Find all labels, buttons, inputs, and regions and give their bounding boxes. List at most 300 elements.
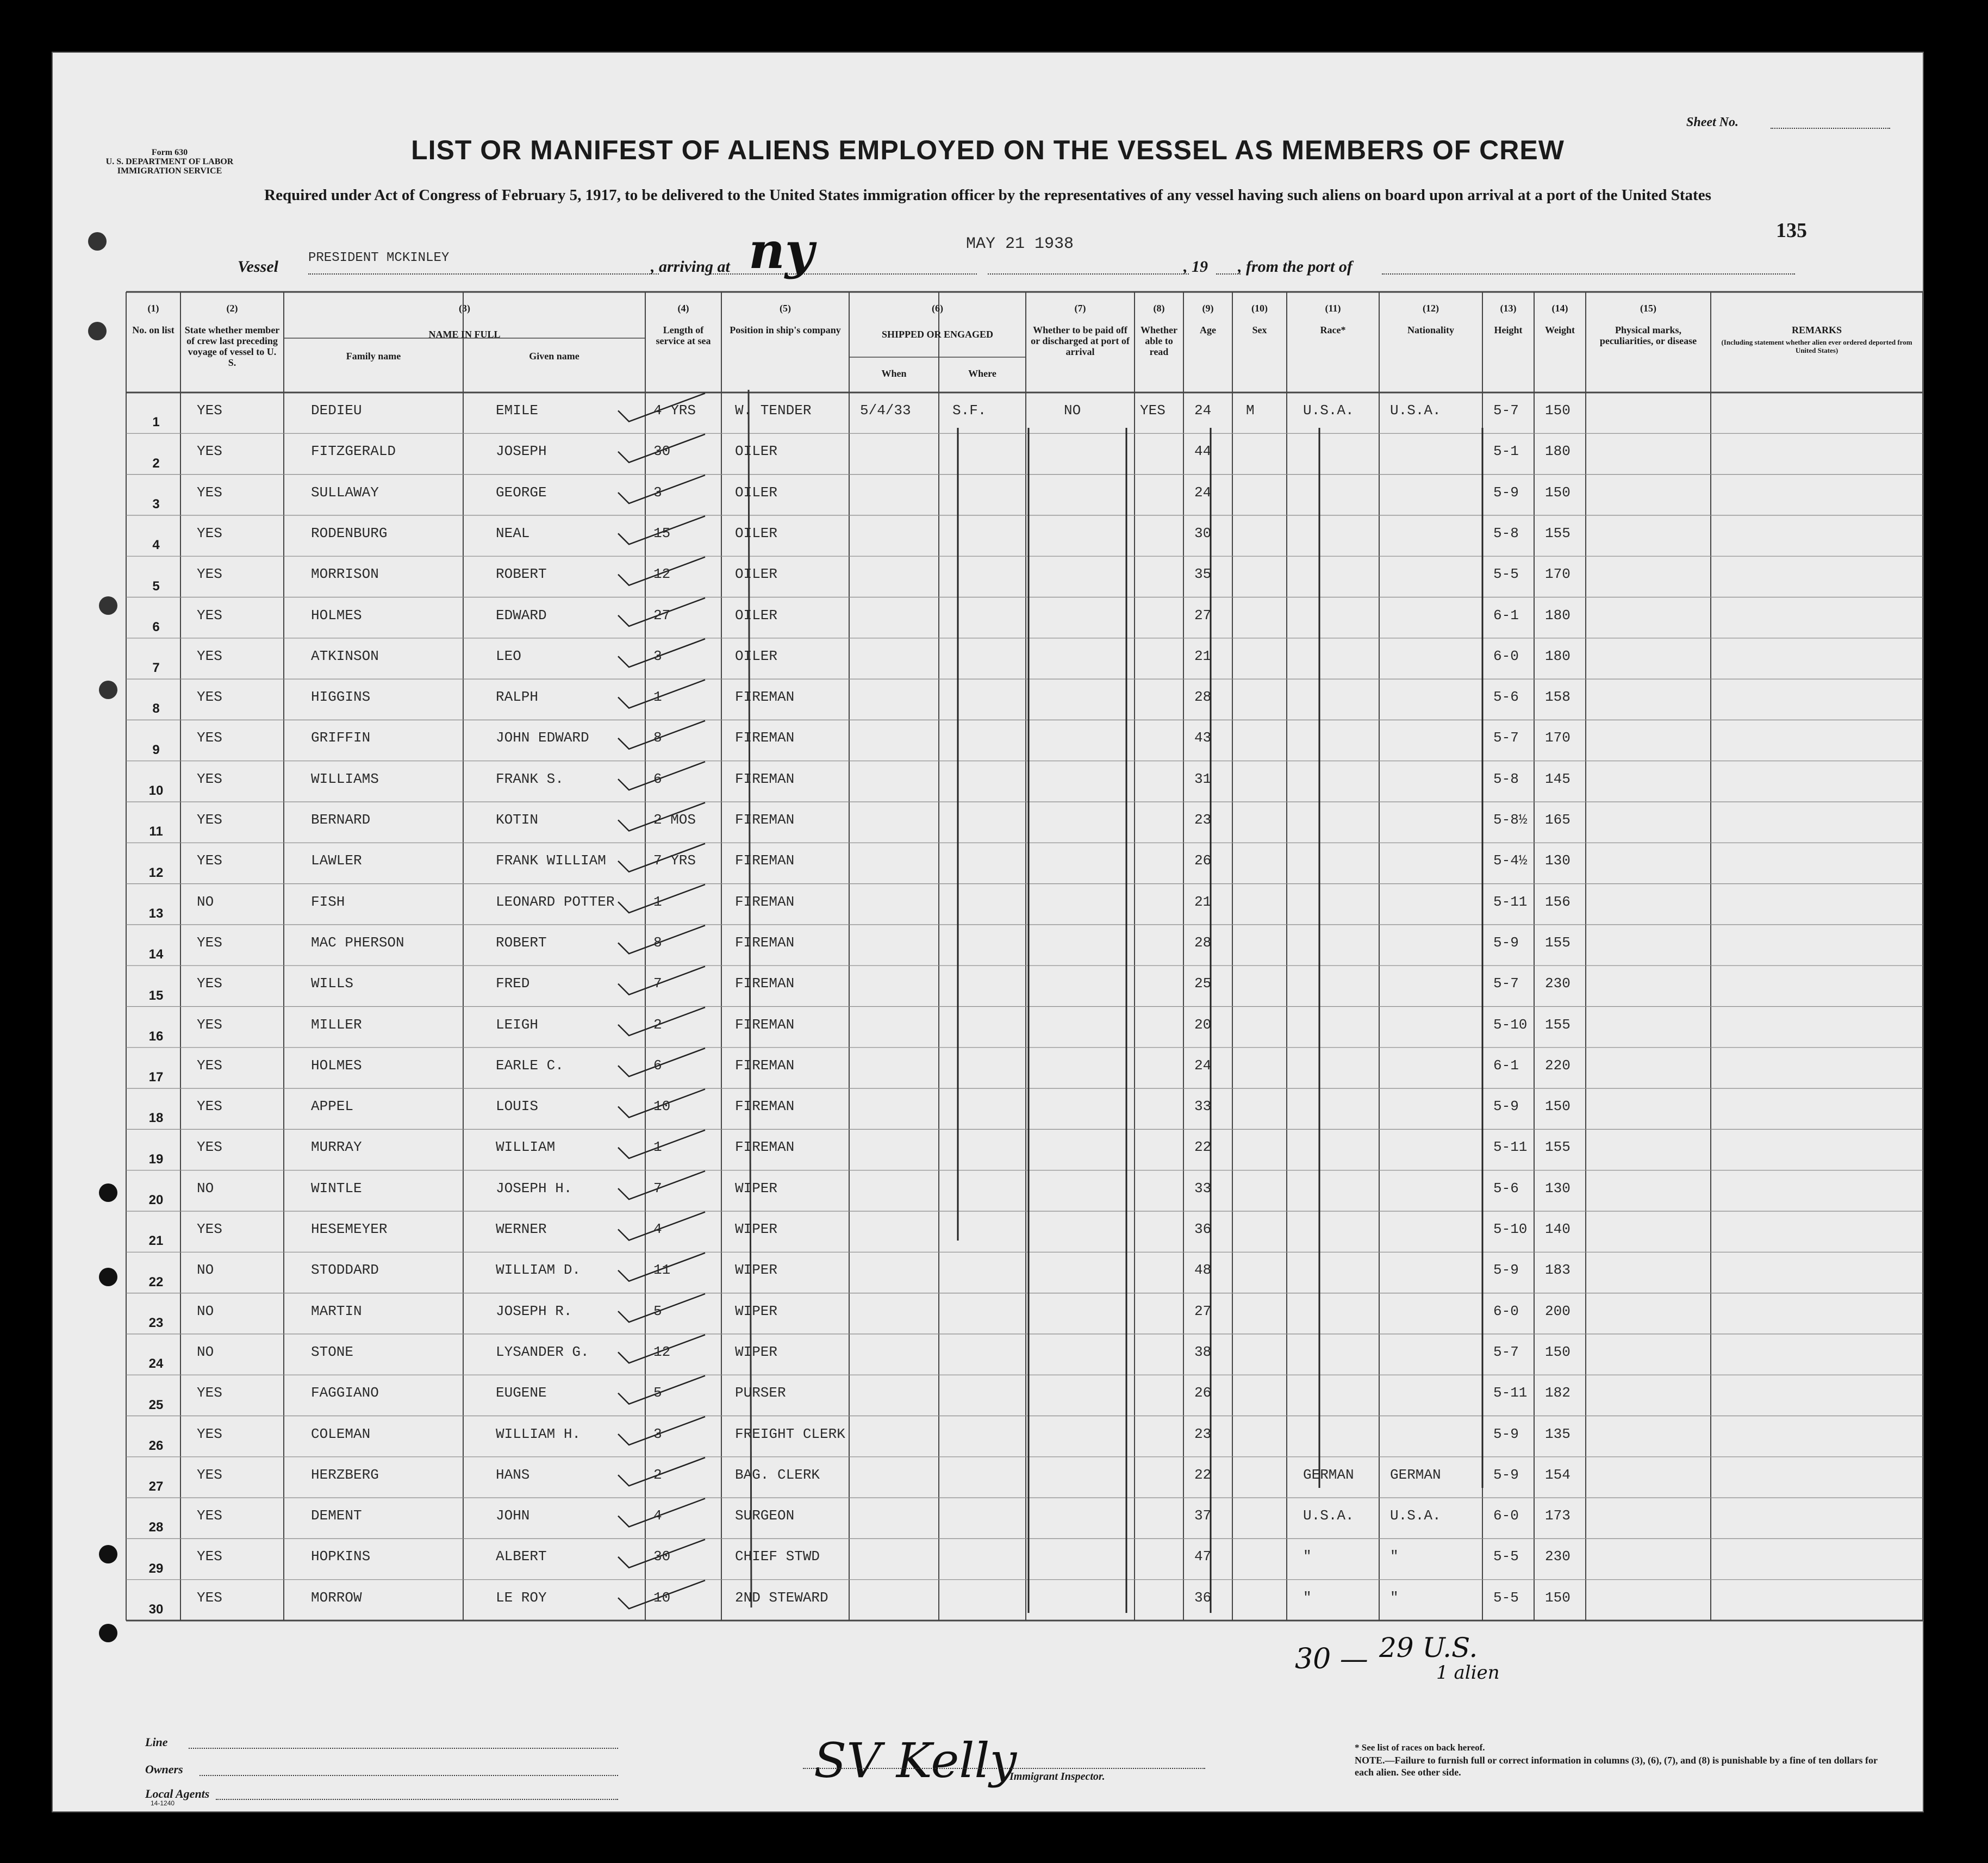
position-cell: WIPER [735, 1180, 778, 1197]
family-name-cell: MARTIN [311, 1303, 362, 1319]
age-cell: 36 [1194, 1589, 1212, 1606]
row-number: 23 [148, 1315, 164, 1330]
row-number: 8 [152, 701, 160, 716]
row-number: 24 [148, 1356, 164, 1372]
height-cell: 6-0 [1493, 1507, 1519, 1524]
weight-cell: 180 [1545, 443, 1571, 460]
prev-voyage-cell: YES [197, 402, 222, 419]
column-number: (15) [1640, 303, 1656, 314]
service-length-cell: 2 MOS [653, 812, 696, 828]
age-cell: 23 [1194, 1425, 1212, 1442]
service-length-cell: 2 [653, 1016, 662, 1033]
prev-voyage-cell: YES [197, 812, 222, 828]
column-number: (14) [1551, 303, 1568, 314]
height-cell: 5-6 [1493, 1180, 1519, 1197]
prev-voyage-cell: YES [197, 443, 222, 460]
family-name-cell: FISH [311, 893, 345, 910]
column-number: (13) [1500, 303, 1517, 314]
prev-voyage-cell: YES [197, 1221, 222, 1237]
row-number: 30 [148, 1602, 164, 1617]
print-code: 14-1240 [151, 1799, 175, 1807]
service-length-cell: 5 [653, 1385, 662, 1401]
given-name-cell: JOSEPH R. [496, 1303, 572, 1319]
given-name-cell: EARLE C. [496, 1057, 564, 1074]
weight-cell: 170 [1545, 566, 1571, 583]
weight-cell: 155 [1545, 525, 1571, 541]
penalty-note: NOTE.—Failure to furnish full or correct information in columns (3), (6), (7), and (8) is punishable by a fine of ten dollars for each alien. See other side. [1355, 1755, 1878, 1778]
column-sublabel: When [881, 368, 907, 379]
height-cell: 5-6 [1493, 689, 1519, 706]
position-cell: OILER [735, 607, 778, 624]
row-number: 20 [148, 1193, 164, 1207]
race-cell: GERMAN [1303, 1466, 1354, 1483]
service-length-cell: 15 [653, 525, 671, 541]
prev-voyage-cell: YES [197, 1466, 222, 1483]
row-number: 1 [152, 415, 160, 430]
given-name-cell: ALBERT [496, 1548, 547, 1565]
prev-voyage-cell: YES [197, 934, 222, 951]
column-number: (12) [1423, 303, 1439, 314]
year-label: , 19 [1183, 258, 1208, 276]
family-name-cell: GRIFFIN [311, 730, 371, 746]
prev-voyage-cell: YES [197, 1098, 222, 1115]
age-cell: 28 [1194, 689, 1212, 706]
weight-cell: 156 [1545, 893, 1571, 910]
height-cell: 5-8½ [1493, 812, 1528, 828]
weight-cell: 145 [1545, 770, 1571, 787]
prev-voyage-cell: YES [197, 1548, 222, 1565]
position-cell: FIREMAN [735, 730, 795, 746]
weight-cell: 135 [1545, 1425, 1571, 1442]
column-number: (3) [459, 303, 470, 314]
service-length-cell: 10 [653, 1589, 671, 1606]
position-cell: WIPER [735, 1221, 778, 1237]
arriving-label: , arriving at [651, 258, 730, 276]
given-name-cell: KOTIN [496, 812, 539, 828]
height-cell: 6-0 [1493, 647, 1519, 664]
row-number: 22 [148, 1274, 164, 1289]
position-cell: SURGEON [735, 1507, 795, 1524]
owners-field [200, 1775, 618, 1776]
age-cell: 47 [1194, 1548, 1212, 1565]
family-name-cell: ATKINSON [311, 647, 379, 664]
given-name-cell: WILLIAM H. [496, 1425, 581, 1442]
family-name-cell: MORRISON [311, 566, 379, 583]
given-name-cell: JOHN EDWARD [496, 730, 589, 746]
row-number: 4 [152, 538, 160, 553]
height-cell: 5-1 [1493, 443, 1519, 460]
column-label: Length of service at sea [656, 325, 711, 346]
column-sublabel: Family name [346, 351, 401, 362]
service-length-cell: 4 [653, 1507, 662, 1524]
weight-cell: 150 [1545, 1589, 1571, 1606]
column-label: Weight [1544, 325, 1575, 335]
prev-voyage-cell: YES [197, 1589, 222, 1606]
age-cell: 48 [1194, 1262, 1212, 1279]
age-cell: 22 [1194, 1466, 1212, 1483]
weight-cell: 130 [1545, 852, 1571, 869]
punch-hole [99, 596, 117, 615]
total-alien: 1 alien [1436, 1662, 1500, 1684]
service-length-cell: 4 YRS [653, 402, 696, 419]
given-name-cell: LEO [496, 647, 521, 664]
arriving-port: ny [749, 221, 814, 280]
column-label: Race* [1320, 325, 1346, 335]
total-summary: 29 U.S. [1379, 1632, 1478, 1663]
column-number: (11) [1325, 303, 1341, 314]
column-label: No. on list [132, 325, 175, 335]
prev-voyage-cell: YES [197, 1139, 222, 1156]
service-length-cell: 1 [653, 689, 662, 706]
weight-cell: 150 [1545, 1098, 1571, 1115]
height-cell: 5-9 [1493, 484, 1519, 501]
row-number: 27 [148, 1479, 164, 1494]
service-length-cell: 8 [653, 730, 662, 746]
nationality-cell: " [1390, 1548, 1399, 1565]
inspector-signature: SV Kelly [814, 1733, 1017, 1789]
given-name-cell: GEORGE [496, 484, 547, 501]
row-number: 16 [148, 1029, 164, 1044]
service-length-cell: 1 [653, 1139, 662, 1156]
family-name-cell: HESEMEYER [311, 1221, 388, 1237]
position-cell: FIREMAN [735, 893, 795, 910]
row-number: 12 [148, 865, 164, 880]
given-name-cell: FRANK S. [496, 770, 564, 787]
age-cell: 28 [1194, 934, 1212, 951]
given-name-cell: WERNER [496, 1221, 547, 1237]
age-cell: 35 [1194, 566, 1212, 583]
row-number: 29 [148, 1561, 164, 1576]
signature-line [803, 1768, 1205, 1769]
given-name-cell: WILLIAM D. [496, 1262, 581, 1279]
row-number: 18 [148, 1111, 164, 1126]
row-number: 2 [152, 456, 160, 471]
column-label: Physical marks, peculiarities, or disease [1599, 325, 1697, 346]
prev-voyage-cell: YES [197, 975, 222, 992]
weight-cell: 173 [1545, 1507, 1571, 1524]
family-name-cell: STODDARD [311, 1262, 379, 1279]
given-name-cell: EMILE [496, 402, 539, 419]
row-number: 14 [148, 947, 164, 962]
sex-cell: M [1246, 402, 1255, 419]
age-cell: 23 [1194, 812, 1212, 828]
weight-cell: 230 [1545, 1548, 1571, 1565]
weight-cell: 165 [1545, 812, 1571, 828]
column-number: (10) [1251, 303, 1268, 314]
prev-voyage-cell: YES [197, 1057, 222, 1074]
able-to-read-cell: YES [1140, 402, 1166, 419]
position-cell: 2ND STEWARD [735, 1589, 828, 1606]
family-name-cell: BERNARD [311, 812, 371, 828]
position-cell: W. TENDER [735, 402, 812, 419]
service-length-cell: 3 [653, 1425, 662, 1442]
service-length-cell: 7 YRS [653, 852, 696, 869]
column-sublabel: Where [968, 368, 996, 379]
position-cell: OILER [735, 647, 778, 664]
vessel-name: PRESIDENT MCKINLEY [308, 251, 450, 265]
weight-cell: 154 [1545, 1466, 1571, 1483]
inspector-label: Immigrant Inspector. [1009, 1771, 1105, 1783]
race-cell: " [1303, 1589, 1312, 1606]
height-cell: 5-9 [1493, 934, 1519, 951]
owners-label: Owners [145, 1762, 183, 1776]
service-length-cell: 6 [653, 770, 662, 787]
height-cell: 5-5 [1493, 1548, 1519, 1565]
position-cell: FIREMAN [735, 975, 795, 992]
height-cell: 5-8 [1493, 770, 1519, 787]
punch-hole [99, 1545, 117, 1563]
service-length-cell: 1 [653, 893, 662, 910]
weight-cell: 180 [1545, 647, 1571, 664]
column-number: (8) [1153, 303, 1165, 314]
column-number: (7) [1074, 303, 1086, 314]
prev-voyage-cell: YES [197, 484, 222, 501]
column-label: Nationality [1407, 325, 1454, 335]
family-name-cell: HOPKINS [311, 1548, 371, 1565]
row-number: 3 [152, 496, 160, 512]
service-length-cell: 27 [653, 607, 671, 624]
given-name-cell: EDWARD [496, 607, 547, 624]
prev-voyage-cell: NO [197, 893, 214, 910]
height-cell: 5-7 [1493, 730, 1519, 746]
prev-voyage-cell: YES [197, 689, 222, 706]
age-cell: 24 [1194, 484, 1212, 501]
weight-cell: 150 [1545, 484, 1571, 501]
nationality-cell: U.S.A. [1390, 1507, 1441, 1524]
age-cell: 22 [1194, 1139, 1212, 1156]
position-cell: FIREMAN [735, 770, 795, 787]
position-cell: FIREMAN [735, 1016, 795, 1033]
prev-voyage-cell: NO [197, 1262, 214, 1279]
weight-cell: 158 [1545, 689, 1571, 706]
column-number: (2) [226, 303, 238, 314]
row-number: 6 [152, 619, 160, 634]
given-name-cell: EUGENE [496, 1385, 547, 1401]
row-number: 9 [152, 742, 160, 757]
prev-voyage-cell: YES [197, 1425, 222, 1442]
given-name-cell: HANS [496, 1466, 530, 1483]
age-cell: 21 [1194, 893, 1212, 910]
age-cell: 24 [1194, 1057, 1212, 1074]
department: U. S. DEPARTMENT OF LABOR [105, 157, 234, 166]
arrival-date-stamp: MAY 21 1938 [966, 235, 1074, 253]
service-length-cell: 10 [653, 1098, 671, 1115]
column-number: (6) [932, 303, 943, 314]
family-name-cell: WILLS [311, 975, 354, 992]
prev-voyage-cell: YES [197, 770, 222, 787]
row-number: 28 [148, 1520, 164, 1535]
service-length-cell: 6 [653, 1057, 662, 1074]
manifest-sheet [52, 52, 1924, 1812]
position-cell: FIREMAN [735, 689, 795, 706]
service-length-cell: 4 [653, 1221, 662, 1237]
position-cell: FIREMAN [735, 1139, 795, 1156]
prev-voyage-cell: NO [197, 1180, 214, 1197]
row-number: 21 [148, 1233, 164, 1249]
age-cell: 27 [1194, 607, 1212, 624]
age-cell: 44 [1194, 443, 1212, 460]
family-name-cell: FAGGIANO [311, 1385, 379, 1401]
service-length-cell: 30 [653, 443, 671, 460]
row-number: 25 [148, 1397, 164, 1412]
nationality-cell: " [1390, 1589, 1399, 1606]
age-cell: 36 [1194, 1221, 1212, 1237]
family-name-cell: HOLMES [311, 1057, 362, 1074]
agents-field [216, 1799, 618, 1800]
position-cell: FREIGHT CLERK [735, 1425, 845, 1442]
position-cell: WIPER [735, 1343, 778, 1360]
service-length-cell: 5 [653, 1303, 662, 1319]
prev-voyage-cell: YES [197, 1507, 222, 1524]
prev-voyage-cell: YES [197, 1385, 222, 1401]
family-name-cell: HERZBERG [311, 1466, 379, 1483]
row-number: 13 [148, 906, 164, 921]
height-cell: 5-11 [1493, 1139, 1528, 1156]
service-length-cell: 12 [653, 1343, 671, 1360]
row-number: 5 [152, 578, 160, 594]
prev-voyage-cell: NO [197, 1343, 214, 1360]
punch-hole [88, 322, 107, 340]
height-cell: 5-9 [1493, 1425, 1519, 1442]
weight-cell: 130 [1545, 1180, 1571, 1197]
family-name-cell: DEMENT [311, 1507, 362, 1524]
given-name-cell: LEONARD POTTER [496, 893, 615, 910]
punch-hole [99, 1268, 117, 1286]
weight-cell: 170 [1545, 730, 1571, 746]
age-cell: 25 [1194, 975, 1212, 992]
row-number: 10 [148, 783, 164, 798]
family-name-cell: MILLER [311, 1016, 362, 1033]
row-number: 11 [149, 824, 163, 839]
family-name-cell: WINTLE [311, 1180, 362, 1197]
position-cell: FIREMAN [735, 934, 795, 951]
table-grid [53, 53, 1923, 1811]
family-name-cell: MAC PHERSON [311, 934, 404, 951]
punch-hole [99, 681, 117, 699]
column-sublabel: (Including statement whether alien ever ordered deported from United States) [1721, 338, 1912, 354]
prev-voyage-cell: NO [197, 1303, 214, 1319]
height-cell: 6-0 [1493, 1303, 1519, 1319]
punch-hole [99, 1183, 117, 1202]
weight-cell: 155 [1545, 1139, 1571, 1156]
family-name-cell: WILLIAMS [311, 770, 379, 787]
column-label: Age [1200, 325, 1216, 335]
position-cell: BAG. CLERK [735, 1466, 820, 1483]
prev-voyage-cell: YES [197, 566, 222, 583]
column-number: (5) [780, 303, 791, 314]
position-cell: WIPER [735, 1303, 778, 1319]
prev-voyage-cell: YES [197, 525, 222, 541]
age-cell: 43 [1194, 730, 1212, 746]
age-cell: 21 [1194, 647, 1212, 664]
sheet-no-label: Sheet No. [1686, 115, 1738, 129]
line-field [189, 1748, 618, 1749]
page-number: 135 [1776, 219, 1807, 242]
weight-cell: 150 [1545, 402, 1571, 419]
given-name-cell: ROBERT [496, 566, 547, 583]
height-cell: 5-7 [1493, 1343, 1519, 1360]
height-cell: 5-5 [1493, 1589, 1519, 1606]
weight-cell: 155 [1545, 934, 1571, 951]
from-port-label: , from the port of [1238, 258, 1353, 276]
age-cell: 30 [1194, 525, 1212, 541]
service-length-cell: 3 [653, 647, 662, 664]
position-cell: WIPER [735, 1262, 778, 1279]
row-number: 17 [148, 1070, 164, 1085]
row-number: 7 [152, 661, 160, 676]
column-label: Sex [1252, 325, 1267, 335]
given-name-cell: ROBERT [496, 934, 547, 951]
service-length-cell: 12 [653, 566, 671, 583]
row-number: 19 [148, 1151, 164, 1167]
family-name-cell: LAWLER [311, 852, 362, 869]
punch-hole [99, 1624, 117, 1642]
row-number: 26 [148, 1438, 164, 1453]
given-name-cell: JOSEPH H. [496, 1180, 572, 1197]
paid-off-cell: NO [1064, 402, 1081, 419]
family-name-cell: STONE [311, 1343, 354, 1360]
service-length-cell: 8 [653, 934, 662, 951]
vessel-label: Vessel [238, 258, 278, 276]
service: IMMIGRATION SERVICE [117, 166, 222, 176]
weight-cell: 183 [1545, 1262, 1571, 1279]
race-cell: U.S.A. [1303, 1507, 1354, 1524]
age-cell: 33 [1194, 1098, 1212, 1115]
given-name-cell: FRED [496, 975, 530, 992]
weight-cell: 180 [1545, 607, 1571, 624]
column-label: State whether member of crew last preceding voyage of vessel to U. S. [184, 325, 280, 368]
column-label: Whether to be paid off or discharged at port of arrival [1031, 325, 1130, 357]
column-number: (9) [1202, 303, 1214, 314]
race-cell: " [1303, 1548, 1312, 1565]
column-number: (1) [147, 303, 159, 314]
position-cell: FIREMAN [735, 812, 795, 828]
weight-cell: 140 [1545, 1221, 1571, 1237]
nationality-cell: GERMAN [1390, 1466, 1441, 1483]
age-cell: 26 [1194, 852, 1212, 869]
family-name-cell: DEDIEU [311, 402, 362, 419]
height-cell: 5-10 [1493, 1016, 1528, 1033]
height-cell: 5-11 [1493, 1385, 1528, 1401]
weight-cell: 230 [1545, 975, 1571, 992]
position-cell: PURSER [735, 1385, 786, 1401]
height-cell: 5-8 [1493, 525, 1519, 541]
weight-cell: 150 [1545, 1343, 1571, 1360]
form-number: Form 630 [151, 148, 188, 157]
row-number: 15 [148, 988, 164, 1003]
height-cell: 6-1 [1493, 607, 1519, 624]
family-name-cell: APPEL [311, 1098, 354, 1115]
height-cell: 6-1 [1493, 1057, 1519, 1074]
given-name-cell: FRANK WILLIAM [496, 852, 606, 869]
position-cell: FIREMAN [735, 852, 795, 869]
given-name-cell: LEIGH [496, 1016, 539, 1033]
column-label: Whether able to read [1141, 325, 1177, 357]
given-name-cell: JOSEPH [496, 443, 547, 460]
given-name-cell: RALPH [496, 689, 539, 706]
column-number: (4) [677, 303, 689, 314]
service-length-cell: 7 [653, 975, 662, 992]
given-name-cell: JOHN [496, 1507, 530, 1524]
column-label: SHIPPED OR ENGAGED [881, 329, 994, 340]
service-length-cell: 2 [653, 1466, 662, 1483]
agents-label: Local Agents [145, 1787, 210, 1800]
position-cell: OILER [735, 525, 778, 541]
prev-voyage-cell: YES [197, 1016, 222, 1033]
family-name-cell: HOLMES [311, 607, 362, 624]
given-name-cell: NEAL [496, 525, 530, 541]
nationality-cell: U.S.A. [1390, 402, 1441, 419]
